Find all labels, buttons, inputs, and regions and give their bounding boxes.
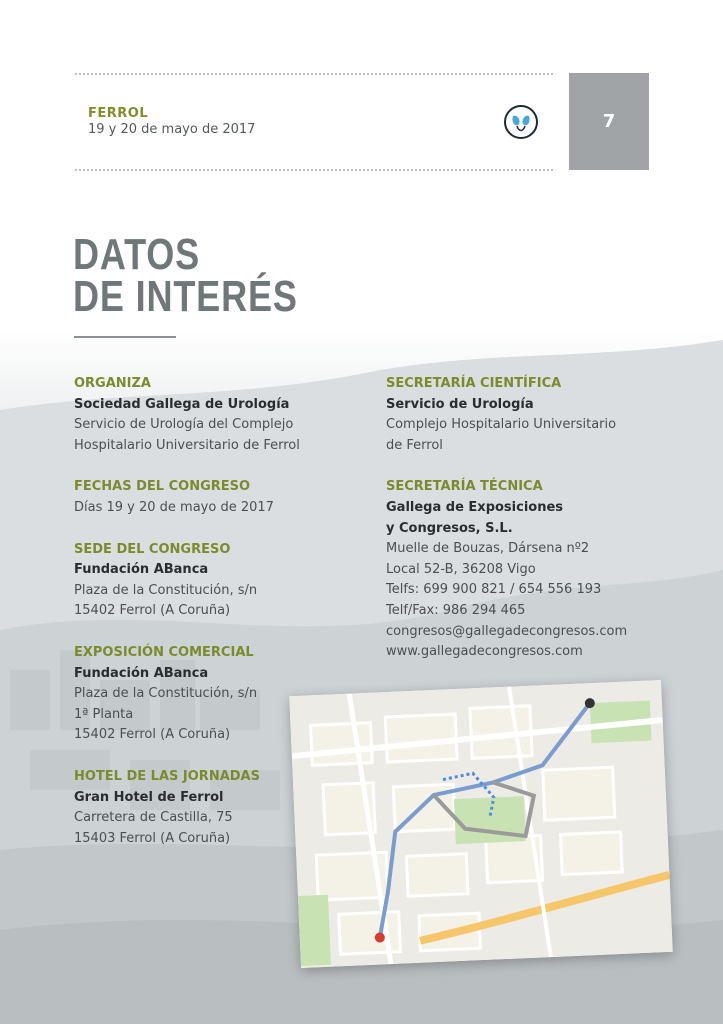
section-detail-line: Hospitalario Universitario de Ferrol	[74, 437, 300, 453]
page-number: 7	[602, 111, 616, 132]
map-graphic	[289, 680, 673, 968]
section-entity-name: Gran Hotel de Ferrol	[74, 789, 224, 805]
section-heading: FECHAS DEL CONGRESO	[74, 479, 251, 495]
section-detail-line: www.gallegadecongresos.com	[386, 644, 583, 660]
info-section-fechas-del-congreso	[74, 477, 364, 518]
info-section-secretaria-cientifica	[386, 374, 676, 456]
society-logo-icon	[503, 104, 539, 140]
header-top-divider	[75, 73, 553, 75]
header-bottom-divider	[75, 169, 553, 171]
section-heading: ORGANIZA	[74, 376, 151, 391]
section-entity-name: Sociedad Gallega de Urología	[74, 396, 290, 412]
section-detail-line: 15402 Ferrol (A Coruña)	[74, 603, 231, 619]
section-detail-line: Muelle de Bouzas, Dársena nº2	[386, 541, 590, 557]
section-detail-line: 15403 Ferrol (A Coruña)	[74, 830, 231, 846]
section-detail-line: 1ª Planta	[74, 706, 134, 722]
page-title-line-2: DE INTERÉS	[73, 272, 298, 321]
section-detail-line: Plaza de la Constitución, s/n	[74, 582, 258, 598]
section-detail-line: de Ferrol	[386, 437, 443, 453]
page-title	[73, 230, 298, 321]
info-section-sede-del-congreso	[74, 540, 364, 622]
section-entity-name: Gallega de Exposiciones	[386, 499, 564, 515]
section-heading: SECRETARÍA CIENTÍFICA	[386, 376, 562, 391]
section-detail-line: Servicio de Urología del Complejo	[74, 417, 294, 433]
info-section-secretaria-tecnica	[386, 477, 676, 662]
section-detail-line: Carretera de Castilla, 75	[74, 810, 233, 826]
section-detail-line: Local 52-B, 36208 Vigo	[386, 561, 536, 577]
section-detail-line: Telf/Fax: 986 294 465	[386, 602, 526, 618]
section-detail-line: Días 19 y 20 de mayo de 2017	[74, 499, 274, 515]
right-column	[386, 374, 676, 684]
info-section-organiza	[74, 374, 364, 456]
section-detail-line: Telfs: 699 900 821 / 654 556 193	[386, 582, 602, 598]
header-dates: 19 y 20 de mayo de 2017	[88, 122, 256, 137]
page-number-box	[569, 73, 649, 170]
section-heading: HOTEL DE LAS JORNADAS	[74, 768, 260, 784]
section-entity-name: Servicio de Urología	[386, 396, 534, 412]
section-detail-line: 15402 Ferrol (A Coruña)	[74, 727, 231, 743]
section-heading: EXPOSICIÓN COMERCIAL	[74, 644, 254, 660]
title-underline	[74, 336, 176, 338]
section-entity-name: Fundación ABanca	[74, 562, 209, 578]
section-heading: SEDE DEL CONGRESO	[74, 541, 231, 557]
section-detail-line: congresos@gallegadecongresos.com	[386, 623, 628, 639]
header-city: FERROL	[88, 106, 149, 121]
section-heading: SECRETARÍA TÉCNICA	[386, 479, 543, 495]
section-entity-name: y Congresos, S.L.	[386, 520, 513, 536]
section-detail-line: Complejo Hospitalario Universitario	[386, 417, 617, 433]
location-map	[289, 680, 673, 968]
page-title-line-1: DATOS	[73, 230, 201, 279]
section-entity-name: Fundación ABanca	[74, 665, 209, 681]
section-detail-line: Plaza de la Constitución, s/n	[74, 686, 258, 702]
